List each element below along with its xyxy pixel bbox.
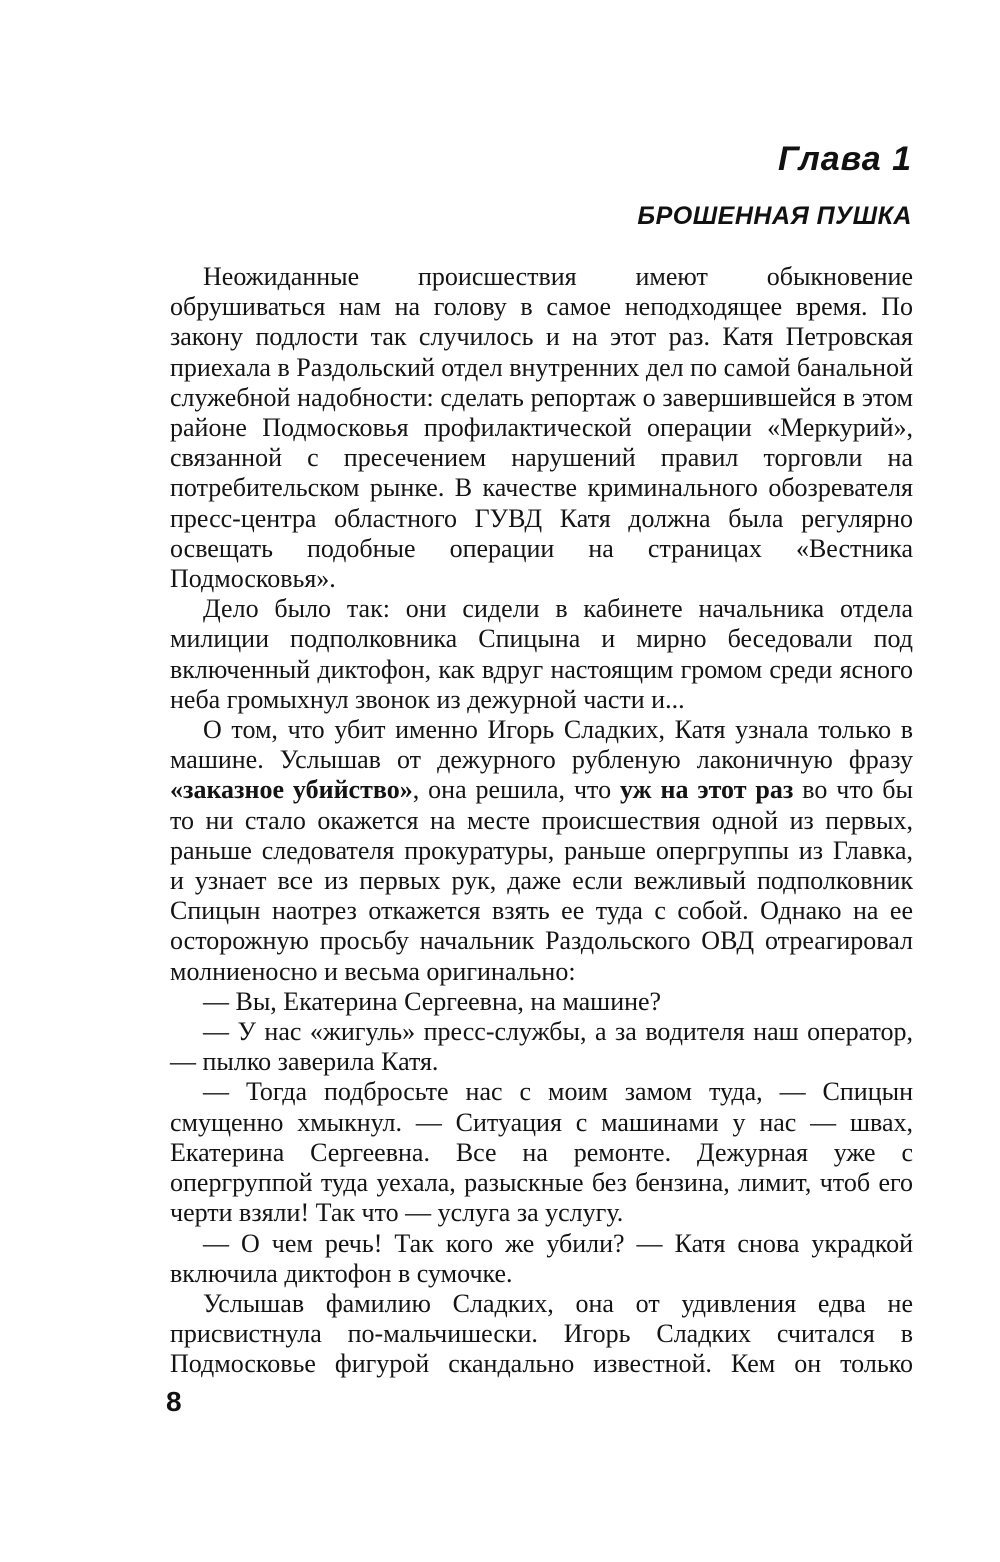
body-text (170, 262, 913, 1380)
paragraph-3-text-b: , она решила, что (412, 775, 621, 805)
page-number: 8 (166, 1386, 182, 1417)
dialogue-4: — О чем речь! Так кого же убили? — Катя снова украдкой включила диктофон в сумочке. (170, 1228, 913, 1288)
paragraph-2: Дело было так: они сидели в кабинете начальника отдела милиции подполковника Спицына и мирно беседовали под включенный диктофон, как вдруг настоящим громом среди ясного неба громыхнул звонок из дежурной части и... (170, 594, 913, 714)
chapter-subtitle: БРОШЕННАЯ ПУШКА (637, 202, 912, 230)
bold-phrase-contract-killing: «заказное убийство» (170, 775, 413, 805)
paragraph-1: Неожиданные происшествия имеют обыкновение обрушиваться нам на голову в самое неподходящее время. По закону подлости так случилось и на этот раз. Катя Петровская приехала в Раздольский отдел внутренних дел по самой банальной служебной надобности: сделать репортаж о завершившейся в этом районе Подмосковья профилактической операции «Меркурий», связанной с пресечением нарушений правил торговли на потребительском рынке. В качестве криминального обозревателя пресс-центра областного ГУВД Катя должна была регулярно освещать подобные операции на страницах «Вестника Подмосковья». (170, 262, 913, 594)
paragraph-3-text-a: О том, что убит именно Игорь Сладких, Катя узнала только в машине. Услышав от дежурного рубленую лаконичную фразу (170, 715, 913, 775)
paragraph-final: Услышав фамилию Сладких, она от удивления едва не присвистнула по-мальчишески. Игорь Сладких считался в Подмосковье фигурой скандально известной. Кем он только (170, 1288, 913, 1379)
paragraph-3 (170, 715, 913, 987)
dialogue-1: — Вы, Екатерина Сергеевна, на машине? (203, 986, 662, 1016)
paragraph-3-text-c: во что бы то ни стало окажется на месте происшествия одной из первых, раньше следователя прокуратуры, раньше опергруппы из Главка, и узнает все из первых рук, даже если вежливый подполковник Спицын наотрез откажется взять ее туда с собой. Однако на ее осторожную просьбу начальник Раздольского ОВД отреагировал молниеносно и весьма оригинально: (170, 775, 913, 986)
chapter-title: Глава 1 (778, 140, 912, 178)
bold-phrase-this-time: уж на этот раз (620, 775, 794, 805)
dialogue-3: — Тогда подбросьте нас с моим замом туда, — Спицын смущенно хмыкнул. — Ситуация с машинами у нас — швах, Екатерина Сергеевна. Все на ремонте. Дежурная уже с опергруппой туда уехала, разыскные без бензина, лимит, чтоб его черти взяли! Так что — услуга за услугу. (170, 1077, 913, 1228)
dialogue-2: — У нас «жигуль» пресс-службы, а за водителя наш оператор, — пылко заверила Катя. (170, 1017, 913, 1077)
